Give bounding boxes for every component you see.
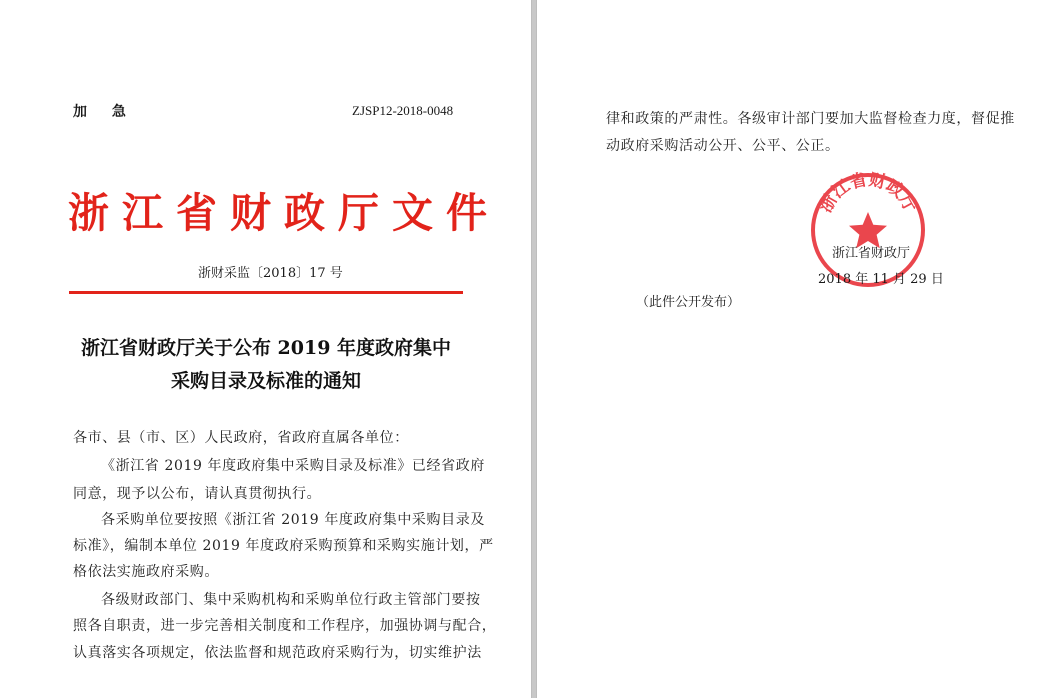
notice-title-line-1: 浙江省财政厅关于公布 2019 年度政府集中 — [80, 337, 452, 359]
body-line: 标准》，编制本单位 2019 年度政府采购预算和采购实施计划，严 — [73, 538, 494, 554]
body-line: 照各自职责，进一步完善相关制度和工作程序，加强协调与配合， — [73, 618, 497, 634]
body-line: 律和政策的严肃性。各级审计部门要加大监督检查力度，督促推 — [606, 111, 1015, 127]
issuer-name: 浙江省财政厅 — [832, 246, 911, 261]
red-separator-line — [69, 291, 463, 294]
body-line: 认真落实各项规定，依法监督和规范政府采购行为，切实维护法 — [73, 645, 482, 661]
body-line: 动政府采购活动公开、公平、公正。 — [606, 138, 840, 154]
body-line: 《浙江省 2019 年度政府集中采购目录及标准》已经省政府 — [101, 458, 485, 474]
body-line: 格依法实施政府采购。 — [73, 564, 219, 580]
issue-date: 2018 年 11 月 29 日 — [818, 272, 944, 287]
body-line: 各市、县（市、区）人民政府，省政府直属各单位： — [73, 430, 409, 446]
notice-title-line-2: 采购目录及标准的通知 — [170, 370, 361, 392]
urgency-label: 加 急 — [73, 104, 136, 120]
body-line: 各级财政部门、集中采购机构和采购单位行政主管部门要按 — [101, 592, 481, 608]
document-number: 浙财采监〔2018〕17 号 — [198, 266, 343, 281]
body-line: 各采购单位要按照《浙江省 2019 年度政府集中采购目录及 — [101, 512, 485, 528]
seal-text: 浙江省财政厅 — [815, 170, 921, 217]
document-code: ZJSP12-2018-0048 — [352, 103, 454, 118]
publish-note: （此件公开发布） — [636, 295, 741, 310]
page-2 — [536, 0, 1064, 698]
body-line: 同意，现予以公布，请认真贯彻执行。 — [73, 486, 322, 502]
masthead-title: 浙江省财政厅文件 — [68, 189, 500, 237]
